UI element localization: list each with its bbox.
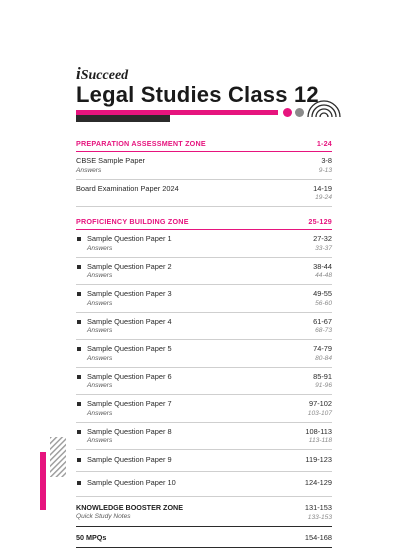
entry-sub-page-range: 133-153: [305, 513, 332, 522]
entry-page-range: 108-113: [305, 427, 332, 437]
entry-text: [76, 262, 172, 281]
entry-page-range: 119-123: [305, 455, 332, 465]
square-bullet-icon: [77, 375, 81, 379]
entry-subtitle: Answers: [76, 166, 145, 175]
toc-entry[interactable]: [76, 340, 332, 368]
toc-entry[interactable]: [76, 313, 332, 341]
toc-entry[interactable]: [76, 472, 332, 498]
toc-entry[interactable]: [76, 152, 332, 180]
entry-sub-page-range: 33-37: [313, 244, 332, 253]
entry-text: [76, 372, 172, 391]
toc-entry[interactable]: [76, 395, 332, 423]
entry-subtitle: Answers: [87, 271, 172, 280]
entry-pages: [305, 427, 332, 446]
zone-pages: 25-129: [308, 217, 332, 226]
entry-page-range: 3-8: [319, 156, 332, 166]
side-accent-bar: [40, 452, 46, 510]
toc-entry[interactable]: [76, 258, 332, 286]
toc-entry[interactable]: [76, 285, 332, 313]
entry-text: [76, 427, 172, 446]
entry-sub-page-range: 56-60: [313, 299, 332, 308]
entry-sub-page-range: 113-118: [305, 436, 332, 445]
entry-subtitle: Answers: [87, 299, 172, 308]
zone-label: KNOWLEDGE BOOSTER ZONE: [76, 503, 183, 512]
entry-page-range: 14-19: [313, 184, 332, 194]
entry-title: Sample Question Paper 4: [87, 317, 172, 327]
entry-page-range: 61-67: [313, 317, 332, 327]
entry-title: Sample Question Paper 5: [87, 344, 172, 354]
entry-pages: [305, 478, 332, 488]
entry-sub-page-range: 103-107: [308, 409, 332, 418]
toc-entry[interactable]: [76, 423, 332, 451]
entry-title: Sample Question Paper 10: [87, 478, 176, 488]
toc-entry[interactable]: [76, 450, 332, 472]
toc-entry[interactable]: [76, 230, 332, 258]
entry-title: Sample Question Paper 1: [87, 234, 172, 244]
entry-pages: [313, 234, 332, 253]
entry-page-range: 97-102: [308, 399, 332, 409]
concentric-arcs-icon: [304, 97, 344, 119]
entry-text: [76, 234, 172, 253]
zone-label: PREPARATION ASSESSMENT ZONE: [76, 139, 206, 148]
entry-subtitle: Answers: [87, 409, 172, 418]
zone-pages: 1-24: [317, 139, 332, 148]
entry-page-range: 27-32: [313, 234, 332, 244]
entry-title: Sample Question Paper 7: [87, 399, 172, 409]
square-bullet-icon: [77, 237, 81, 241]
entry-sub-page-range: 19-24: [313, 193, 332, 202]
entry-subtitle: Answers: [87, 436, 172, 445]
diagonal-stripes-decoration: [50, 437, 66, 477]
page-title: Legal Studies Class 12: [76, 82, 319, 108]
zone-label: PROFICIENCY BUILDING ZONE: [76, 217, 189, 226]
entry-page-range: 49-55: [313, 289, 332, 299]
entry-pages: [313, 344, 332, 363]
entry-page-range: 124-129: [305, 478, 332, 488]
entry-subtitle: Answers: [87, 326, 172, 335]
toc-entry[interactable]: [76, 368, 332, 396]
accent-dot-pink: [283, 108, 292, 117]
entry-page-range: 131-153: [305, 503, 332, 513]
entry-pages: [305, 503, 332, 522]
square-bullet-icon: [77, 402, 81, 406]
square-bullet-icon: [77, 265, 81, 269]
zone-header-preparation[interactable]: [76, 135, 332, 152]
entry-page-range: 74-79: [313, 344, 332, 354]
entry-text: [76, 455, 172, 465]
zone-header-proficiency[interactable]: [76, 213, 332, 230]
toc-entry-knowledge-booster[interactable]: [76, 497, 332, 527]
entry-sub-page-range: 44-48: [313, 271, 332, 280]
square-bullet-icon: [77, 292, 81, 296]
square-bullet-icon: [77, 481, 81, 485]
entry-text: [76, 503, 183, 521]
entry-text: [76, 478, 176, 488]
zone-label: 50 MPQs: [76, 533, 106, 542]
entry-text: [76, 156, 145, 175]
entry-pages: [319, 156, 332, 175]
entry-title: Sample Question Paper 8: [87, 427, 172, 437]
entry-sub-page-range: 9-13: [319, 166, 332, 175]
entry-subtitle: Answers: [87, 354, 172, 363]
entry-title: Sample Question Paper 2: [87, 262, 172, 272]
entry-pages: [313, 289, 332, 308]
brand-logo-text: Succeed: [81, 68, 128, 83]
entry-text: [76, 289, 172, 308]
entry-title: Sample Question Paper 3: [87, 289, 172, 299]
square-bullet-icon: [77, 347, 81, 351]
entry-sub-page-range: 68-73: [313, 326, 332, 335]
title-underline-dark: [76, 115, 170, 122]
entry-subtitle: Answers: [87, 381, 172, 390]
entry-text: [76, 184, 179, 203]
entry-sub-page-range: 80-84: [313, 354, 332, 363]
entry-page-range: 154-168: [305, 533, 332, 543]
square-bullet-icon: [77, 458, 81, 462]
toc-entry[interactable]: [76, 180, 332, 208]
entry-pages: [308, 399, 332, 418]
entry-pages: [313, 317, 332, 336]
entry-subtitle: Answers: [87, 244, 172, 253]
entry-title: Sample Question Paper 9: [87, 455, 172, 465]
square-bullet-icon: [77, 320, 81, 324]
brand-logo-i: i: [76, 64, 81, 83]
entry-sub-page-range: 91-96: [313, 381, 332, 390]
entry-pages: [313, 372, 332, 391]
entry-text: [76, 317, 172, 336]
brand-logo: [76, 64, 128, 84]
entry-page-range: 38-44: [313, 262, 332, 272]
entry-title: Board Examination Paper 2024: [76, 184, 179, 194]
entry-subtitle: Quick Study Notes: [76, 512, 183, 521]
entry-subtitle: [76, 193, 179, 202]
entry-page-range: 85-91: [313, 372, 332, 382]
entry-text: [76, 399, 172, 418]
entry-title: CBSE Sample Paper: [76, 156, 145, 166]
entry-pages: [313, 262, 332, 281]
square-bullet-icon: [77, 430, 81, 434]
accent-dot-grey: [295, 108, 304, 117]
entry-text: [76, 344, 172, 363]
entry-pages: [313, 184, 332, 203]
table-of-contents: [76, 132, 332, 548]
entry-pages: [305, 455, 332, 465]
entry-title: Sample Question Paper 6: [87, 372, 172, 382]
